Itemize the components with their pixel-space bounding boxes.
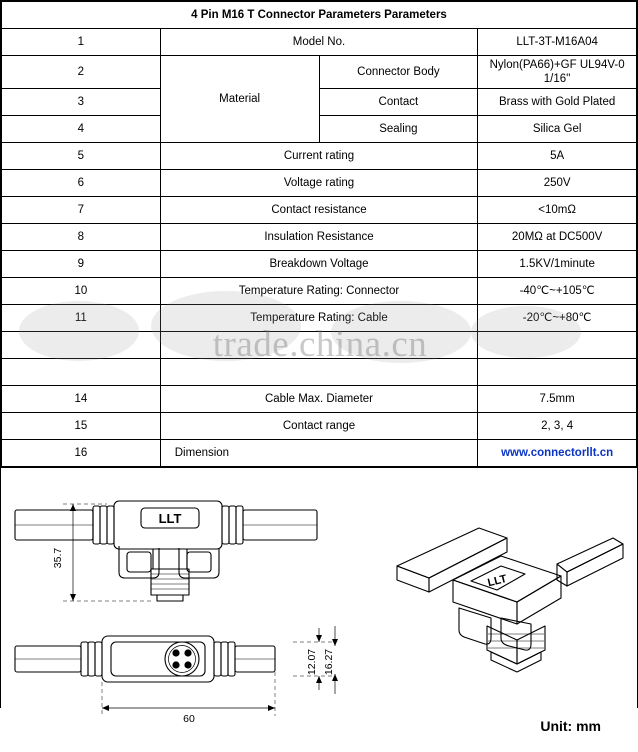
- row-index: 16: [2, 440, 161, 467]
- drawing-area: [1, 467, 637, 752]
- table-row: [2, 440, 637, 467]
- row-index: 9: [2, 251, 161, 278]
- dimension-width-label: 60: [183, 713, 195, 725]
- row-index: [2, 332, 161, 359]
- row-value: Silica Gel: [478, 116, 637, 143]
- row-parameter: Temperature Rating: Connector: [160, 278, 478, 305]
- row-index: 8: [2, 224, 161, 251]
- unit-label: Unit: mm: [540, 718, 601, 734]
- table-row: [2, 305, 637, 332]
- row-parameter: [160, 332, 478, 359]
- row-parameter: Contact range: [160, 413, 478, 440]
- table-row: [2, 359, 637, 386]
- row-parameter: Model No.: [160, 29, 478, 56]
- row-value: LLT-3T-M16A04: [478, 29, 637, 56]
- page-title: 4 Pin M16 T Connector Parameters Parameters: [2, 2, 637, 29]
- row-index: [2, 359, 161, 386]
- table-row: [2, 170, 637, 197]
- row-index: 3: [2, 89, 161, 116]
- table-row: [2, 89, 637, 116]
- row-index: 5: [2, 143, 161, 170]
- svg-text:LLT: LLT: [158, 511, 182, 526]
- row-value: Brass with Gold Plated: [478, 89, 637, 116]
- row-parameter: Current rating: [160, 143, 478, 170]
- row-value: 7.5mm: [478, 386, 637, 413]
- row-value: 20MΩ at DC500V: [478, 224, 637, 251]
- row-parameter: Sealing: [319, 116, 478, 143]
- row-index: 4: [2, 116, 161, 143]
- row-index: 11: [2, 305, 161, 332]
- row-parameter: Connector Body: [319, 56, 478, 89]
- row-parameter: Dimension: [160, 440, 478, 467]
- watermark-text: trade.china.cn: [212, 324, 428, 365]
- row-value: -20℃~+80℃: [478, 305, 637, 332]
- row-value: <10mΩ: [478, 197, 637, 224]
- row-index: 14: [2, 386, 161, 413]
- row-index: 1: [2, 29, 161, 56]
- row-index: 15: [2, 413, 161, 440]
- dimension-a-label: 12.07: [306, 648, 318, 676]
- row-value: -40℃~+105℃: [478, 278, 637, 305]
- table-row: [2, 386, 637, 413]
- row-parameter: Contact resistance: [160, 197, 478, 224]
- row-value: Nylon(PA66)+GF UL94V-0 1/16'': [478, 56, 637, 89]
- row-value: [478, 332, 637, 359]
- row-value: [478, 359, 637, 386]
- row-value: 250V: [478, 170, 637, 197]
- table-row: [2, 116, 637, 143]
- svg-text:LLT: LLT: [486, 572, 509, 590]
- row-value: 1.5KV/1minute: [478, 251, 637, 278]
- table-row: [2, 251, 637, 278]
- table-row: [2, 29, 637, 56]
- row-value: 2, 3, 4: [478, 413, 637, 440]
- row-index: 7: [2, 197, 161, 224]
- table-row: [2, 278, 637, 305]
- dimension-height-label: 35.7: [52, 547, 64, 569]
- row-index: 6: [2, 170, 161, 197]
- row-parameter: Breakdown Voltage: [160, 251, 478, 278]
- table-row: [2, 143, 637, 170]
- dimension-b-label: 16.27: [323, 648, 335, 676]
- row-parameter: Cable Max. Diameter: [160, 386, 478, 413]
- table-row: [2, 413, 637, 440]
- table-row: [2, 332, 637, 359]
- table-title-row: [2, 2, 637, 29]
- row-index: 2: [2, 56, 161, 89]
- website-link[interactable]: www.connectorllt.cn: [478, 440, 637, 467]
- row-index: 10: [2, 278, 161, 305]
- table-row: [2, 224, 637, 251]
- technical-drawing: [1, 468, 637, 752]
- row-parameter: Voltage rating: [160, 170, 478, 197]
- row-parameter: Insulation Resistance: [160, 224, 478, 251]
- row-parameter: Temperature Rating: Cable: [160, 305, 478, 332]
- table-row: [2, 197, 637, 224]
- table-row: [2, 56, 637, 89]
- row-parameter: [160, 359, 478, 386]
- row-value: 5A: [478, 143, 637, 170]
- row-group-material: Material: [160, 56, 319, 143]
- specification-table: [1, 1, 637, 467]
- row-parameter: Contact: [319, 89, 478, 116]
